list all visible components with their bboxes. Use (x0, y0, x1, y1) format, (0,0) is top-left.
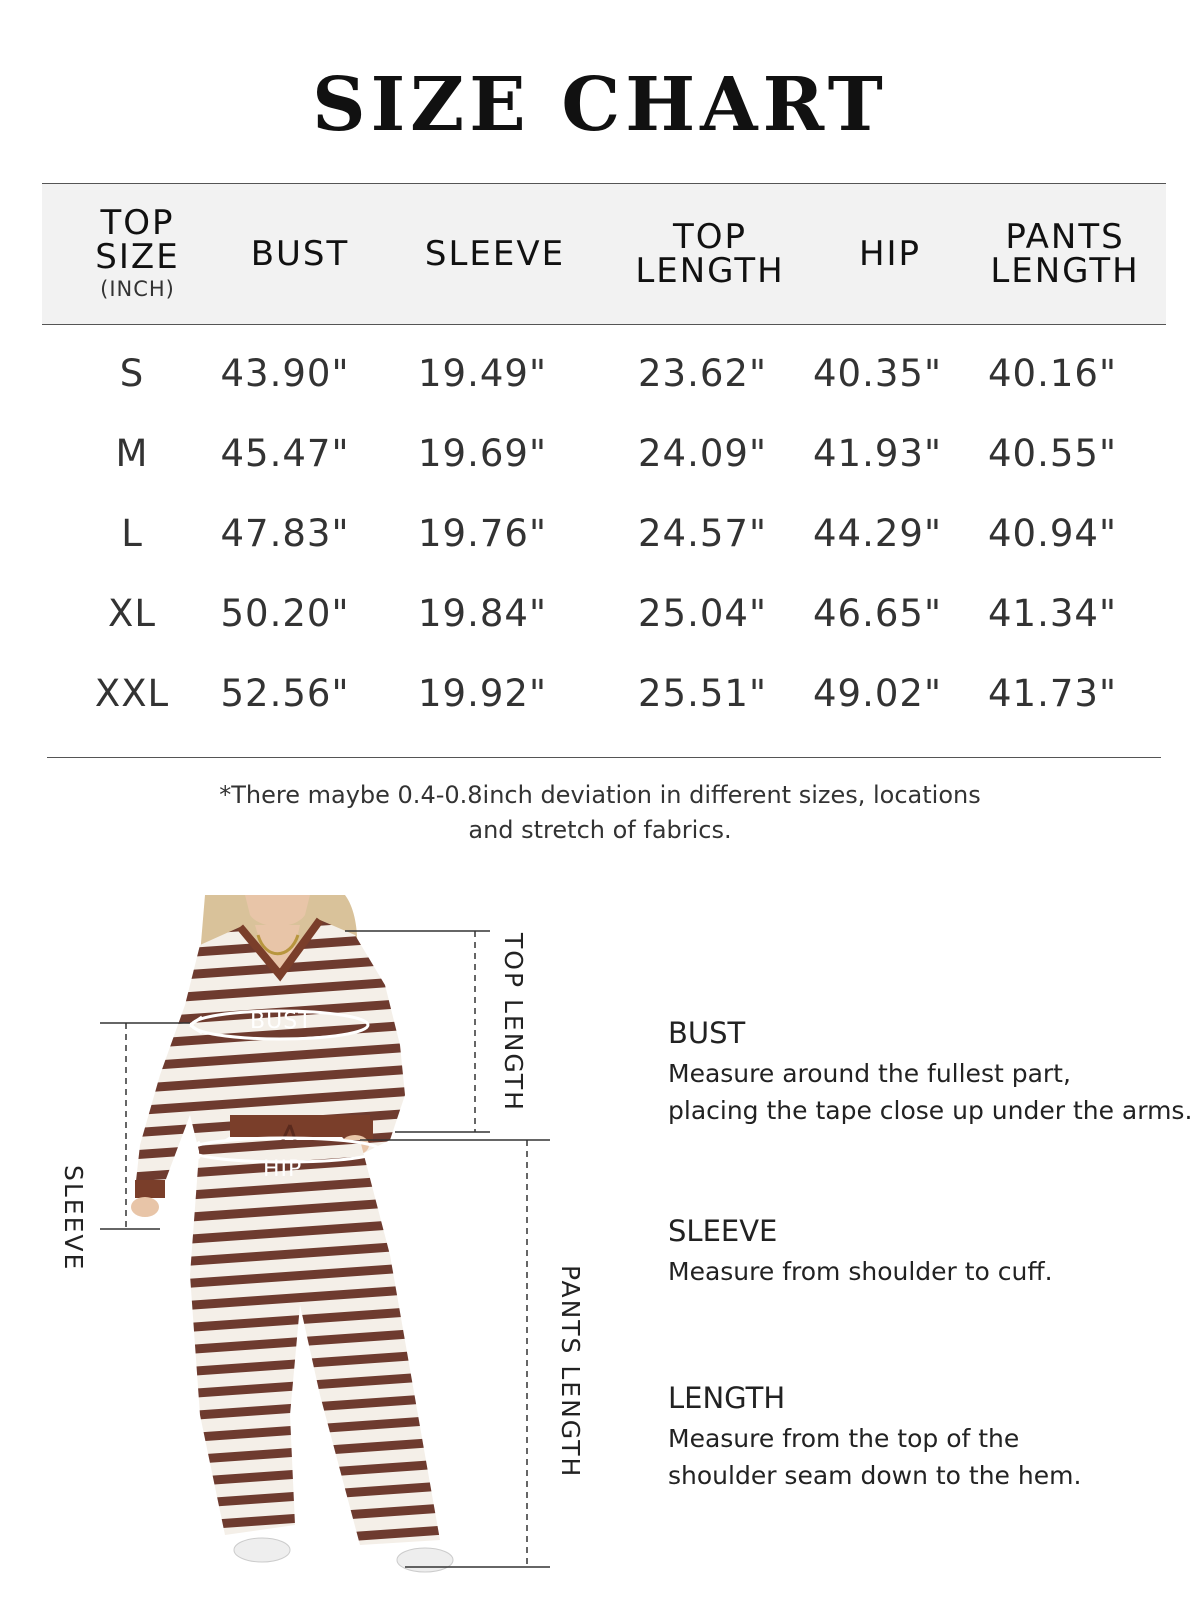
description-line: Measure around the fullest part, (668, 1059, 1071, 1088)
description-heading: SLEEVE (668, 1214, 778, 1248)
size-cell: M (115, 432, 149, 475)
table-row (0, 574, 1200, 654)
hip-cell: 49.02" (813, 672, 942, 715)
bust-cell: 43.90" (220, 352, 350, 395)
sleeve-cell: 19.92" (418, 672, 547, 715)
bust-cell: 47.83" (220, 512, 350, 555)
header-line: SLEEVE (424, 234, 566, 274)
top-length-cell: 24.09" (638, 432, 767, 475)
pants-length-cell: 40.94" (988, 512, 1117, 555)
description-heading: BUST (668, 1016, 746, 1050)
bust-cell: 50.20" (220, 592, 350, 635)
pants-shape (190, 1140, 440, 1545)
top-length-label: TOP LENGTH (499, 933, 528, 1112)
table-bottom-divider (47, 757, 1161, 758)
top-length-cell: 24.57" (638, 512, 767, 555)
model-illustration (0, 895, 640, 1600)
top-length-cell: 23.62" (638, 352, 767, 395)
hip-cell: 40.35" (813, 352, 942, 395)
hip-cell: 46.65" (813, 592, 942, 635)
description-heading: LENGTH (668, 1381, 786, 1415)
pants-length-label: PANTS LENGTH (556, 1265, 585, 1479)
header-bust (225, 184, 375, 324)
header-sleeve (405, 184, 585, 324)
header-pants-length (975, 184, 1155, 324)
description-sleeve (668, 1213, 1188, 1290)
header-line: TOP (100, 203, 175, 243)
pants-length-cell: 40.55" (988, 432, 1117, 475)
description-line: Measure from shoulder to cuff. (668, 1257, 1053, 1286)
header-line: LENGTH (990, 251, 1140, 291)
size-cell: XXL (94, 672, 170, 715)
header-line: PANTS (1005, 217, 1125, 257)
header-unit: (INCH) (100, 277, 175, 301)
note-line: and stretch of fabrics. (468, 816, 732, 844)
header-line: BUST (250, 234, 350, 274)
header-line: SIZE (95, 237, 180, 277)
size-cell: XL (108, 592, 156, 635)
sleeve-cell: 19.49" (418, 352, 547, 395)
table-row (0, 494, 1200, 574)
bust-cell: 45.47" (220, 432, 350, 475)
sleeve-cell: 19.69" (418, 432, 547, 475)
table-row (0, 654, 1200, 734)
header-line: TOP (672, 217, 748, 257)
description-bust (668, 1015, 1193, 1129)
pants-length-cell: 40.16" (988, 352, 1117, 395)
note-line: *There maybe 0.4-0.8inch deviation in different sizes, locations (219, 781, 981, 809)
header-top-length (610, 184, 810, 324)
header-line: LENGTH (635, 251, 785, 291)
bust-label: BUST (250, 1009, 313, 1034)
description-line: Measure from the top of the (668, 1424, 1020, 1453)
table-header-divider (42, 324, 1166, 325)
hip-label: HIP (263, 1157, 303, 1182)
bust-cell: 52.56" (220, 672, 350, 715)
deviation-note (0, 778, 1200, 848)
header-top-size (70, 184, 205, 324)
sleeve-label: SLEEVE (59, 1165, 88, 1272)
top-length-cell: 25.51" (638, 672, 767, 715)
pants-length-cell: 41.73" (988, 672, 1117, 715)
header-line: HIP (858, 234, 922, 274)
hip-cell: 44.29" (813, 512, 942, 555)
hip-cell: 41.93" (813, 432, 942, 475)
sleeve-cell: 19.84" (418, 592, 547, 635)
pants-length-cell: 41.34" (988, 592, 1117, 635)
table-row (0, 334, 1200, 414)
description-line: placing the tape close up under the arms. (668, 1096, 1193, 1125)
top-length-cell: 25.04" (638, 592, 767, 635)
page-title: SIZE CHART (312, 62, 888, 148)
sleeve-cell: 19.76" (418, 512, 547, 555)
size-cell: S (119, 352, 145, 395)
description-line: shoulder seam down to the hem. (668, 1461, 1082, 1490)
size-cell: L (121, 512, 143, 555)
description-length (668, 1380, 1188, 1494)
model-measurement-figure (0, 895, 640, 1600)
header-hip (830, 184, 950, 324)
table-row (0, 414, 1200, 494)
